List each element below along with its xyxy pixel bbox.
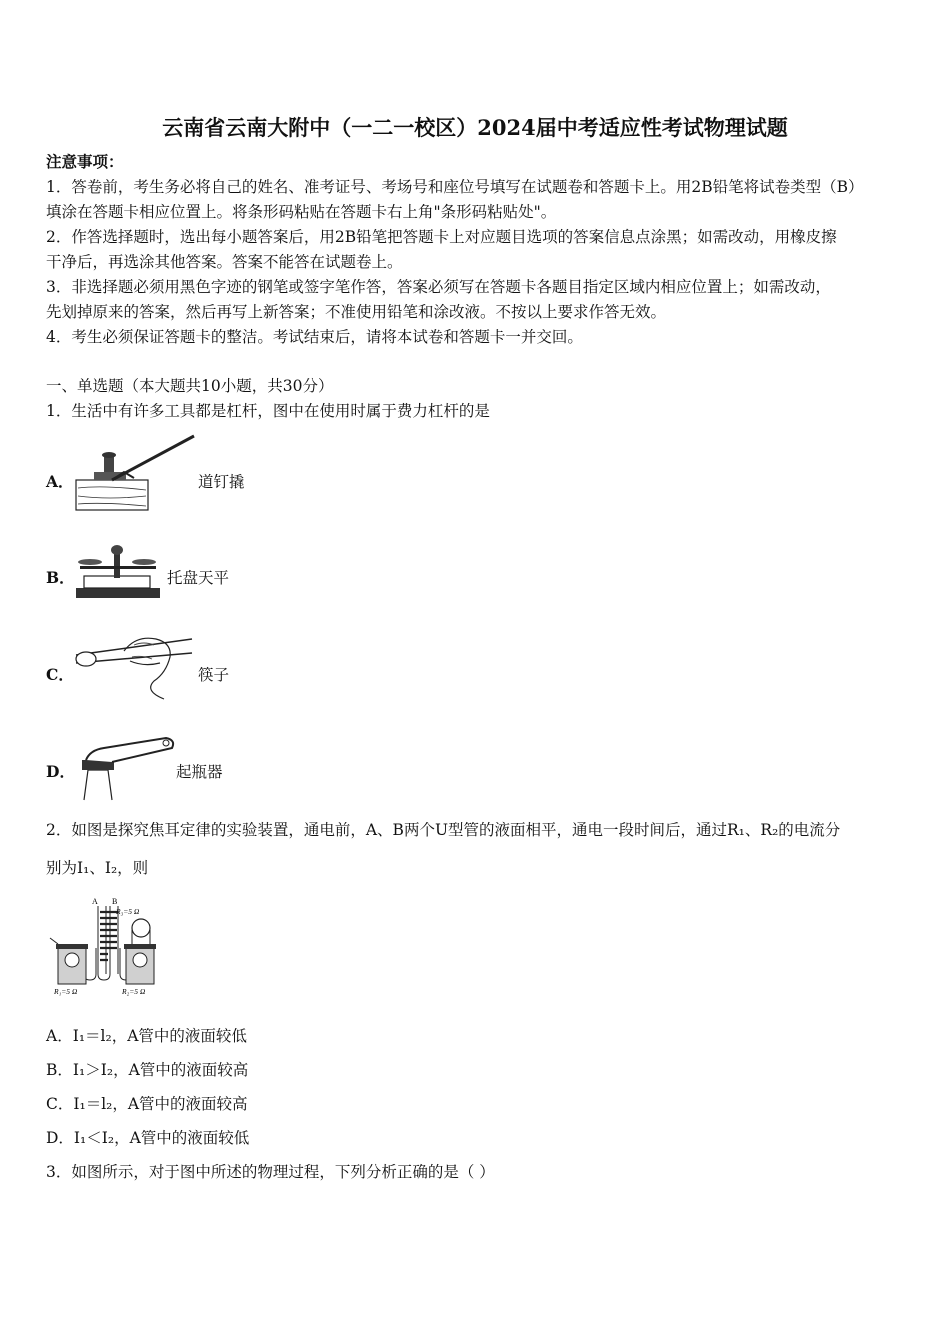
notice-line: 2．作答选择题时，选出每小题答案后，用2B铅笔把答题卡上对应题目选项的答案信息点涂黑；如需改动，用橡皮擦	[46, 228, 837, 246]
question-2-stem: 2．如图是探究焦耳定律的实验装置，通电前，A、B两个U型管的液面相平，通电一段时间后，通过R₁、R₂的电流分	[46, 821, 841, 839]
track-lever-image	[74, 430, 199, 515]
notice-line: 4．考生必须保证答题卡的整洁。考试结束后，请将本试卷和答题卡一并交回。	[46, 328, 583, 346]
q2-option-c: C．I₁＝l₂，A管中的液面较高	[46, 1095, 248, 1113]
figure-label-r3: R₃=5 Ω	[116, 907, 140, 916]
notice-line: 3．非选择题必须用黑色字迹的钢笔或签字笔作答，答案必须写在答题卡各题目指定区域内相应位置上；如需改动，	[46, 278, 831, 296]
option-text: 道钉撬	[198, 473, 245, 491]
option-letter: D．	[46, 762, 75, 781]
bottle-opener-image	[74, 730, 179, 802]
option-letter: B．	[46, 568, 75, 587]
question-1-stem: 1．生活中有许多工具都是杠杆，图中在使用时属于费力杠杆的是	[46, 402, 490, 420]
figure-label-b: B	[112, 897, 118, 906]
balance-image	[74, 540, 164, 602]
figure-label-r1: R₁=5 Ω	[54, 987, 78, 996]
chopsticks-image	[74, 625, 194, 705]
notice-heading: 注意事项：	[46, 152, 124, 171]
q2-option-a: A．I₁＝l₂，A管中的液面较低	[46, 1027, 247, 1045]
figure-label-r2: R₂=5 Ω	[122, 987, 146, 996]
question-2-stem: 别为I₁、I₂，则	[46, 859, 149, 877]
notice-line: 先划掉原来的答案，然后再写上新答案；不准使用铅笔和涂改液。不按以上要求作答无效。	[46, 303, 667, 321]
notice-line: 干净后，再选涂其他答案。答案不能答在试题卷上。	[46, 253, 403, 271]
question-3-stem: 3．如图所示，对于图中所述的物理过程，下列分析正确的是（ ）	[46, 1163, 495, 1181]
q2-option-b: B．I₁＞I₂，A管中的液面较高	[46, 1061, 249, 1079]
q2-option-d: D．I₁＜I₂，A管中的液面较低	[46, 1129, 250, 1147]
figure-label-a: A	[92, 897, 98, 906]
option-letter: A．	[46, 472, 74, 491]
option-text: 起瓶器	[176, 763, 223, 781]
option-letter: C．	[46, 665, 74, 684]
joule-law-apparatus-image	[48, 892, 163, 1000]
page-title: 云南省云南大附中（一二一校区）2024届中考适应性考试物理试题	[162, 115, 788, 140]
notice-line: 1．答卷前，考生务必将自己的姓名、准考证号、考场号和座位号填写在试题卷和答题卡上。用2B铅笔将试卷类型（B）	[46, 178, 864, 196]
option-text: 筷子	[198, 666, 230, 684]
notice-line: 填涂在答题卡相应位置上。将条形码粘贴在答题卡右上角"条形码粘贴处"。	[46, 203, 557, 221]
section-heading: 一、单选题（本大题共10小题，共30分）	[46, 377, 334, 395]
option-text: 托盘天平	[167, 569, 230, 587]
